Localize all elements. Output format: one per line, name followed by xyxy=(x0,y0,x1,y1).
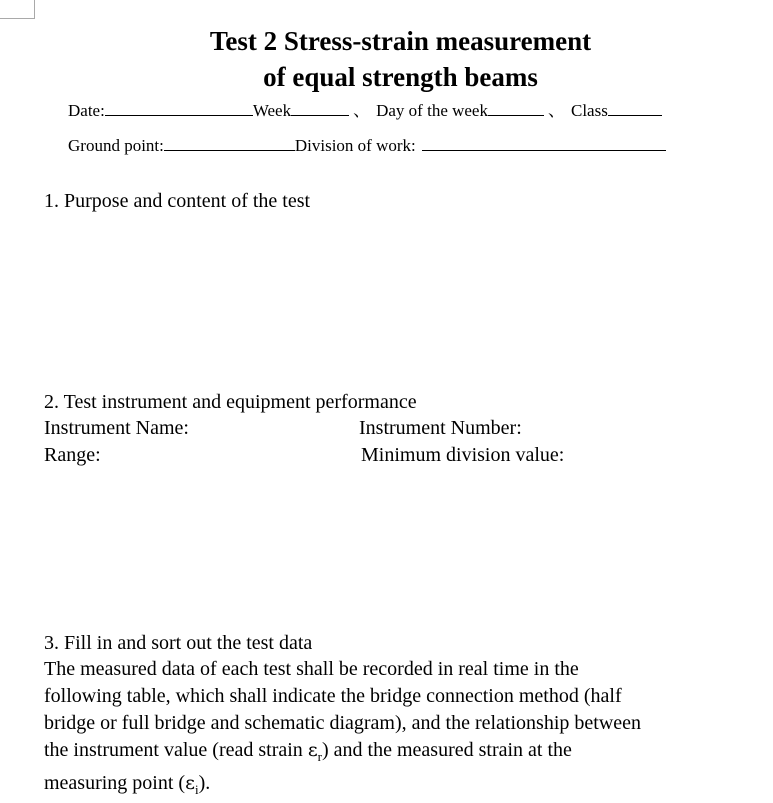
ground-point-field[interactable] xyxy=(164,135,295,151)
paragraph-text: ) and the measured strain at the xyxy=(322,739,572,761)
day-of-week-label: Day of the week xyxy=(376,101,488,120)
minimum-division-label: Minimum division value: xyxy=(361,444,565,466)
separator-mark: 、 xyxy=(353,101,371,120)
read-strain-symbol: ε xyxy=(307,739,318,761)
paragraph-text: measuring point ( xyxy=(44,772,186,794)
class-label: Class xyxy=(570,101,608,120)
week-field[interactable] xyxy=(291,100,349,116)
section-3-heading: 3. Fill in and sort out the test data xyxy=(44,632,313,654)
section-2-heading: 2. Test instrument and equipment performance xyxy=(44,391,417,413)
week-label: Week xyxy=(252,101,292,120)
paragraph-text: the instrument value (read strain xyxy=(44,739,308,761)
instrument-name-label: Instrument Name: xyxy=(44,417,189,439)
division-of-work-field[interactable] xyxy=(422,135,666,151)
page-corner-mark xyxy=(0,0,35,19)
paragraph-line: following table, which shall indicate the bridge connection method (half xyxy=(44,685,622,707)
division-of-work-label: Division of work: xyxy=(294,136,416,155)
section-1-heading: 1. Purpose and content of the test xyxy=(44,190,311,212)
range-label: Range: xyxy=(44,444,101,466)
measured-strain-symbol: ε xyxy=(185,772,195,794)
paragraph-line xyxy=(44,770,754,803)
paragraph-line: bridge or full bridge and schematic diagram), and the relationship between xyxy=(44,712,642,734)
separator-mark: 、 xyxy=(547,101,565,120)
read-strain-subscript: r xyxy=(317,749,322,764)
paragraph-line: The measured data of each test shall be recorded in real time in the xyxy=(44,658,579,680)
document-title-line-1: Test 2 Stress-strain measurement xyxy=(209,26,592,56)
class-field[interactable] xyxy=(608,100,662,116)
day-of-week-field[interactable] xyxy=(488,100,544,116)
header-row-ground-point xyxy=(68,135,666,156)
paragraph-line xyxy=(44,737,754,770)
section-3-paragraph xyxy=(44,656,754,803)
paragraph-text: ). xyxy=(198,772,211,794)
date-label: Date: xyxy=(68,101,105,120)
measured-strain-subscript: i xyxy=(194,782,199,797)
instrument-number-label: Instrument Number: xyxy=(359,417,522,439)
date-field[interactable] xyxy=(105,100,253,116)
document-title-line-2: of equal strength beams xyxy=(263,62,538,92)
ground-point-label: Ground point: xyxy=(68,136,164,155)
header-row-date xyxy=(68,100,662,121)
